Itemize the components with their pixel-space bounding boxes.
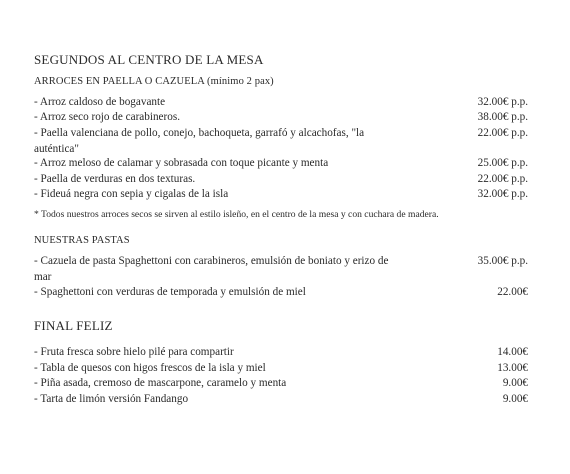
item-price: 22.00€ p.p. (477, 127, 528, 139)
section-subtitle-arroces: ARROCES EN PAELLA O CAZUELA (mínimo 2 pax) (34, 76, 274, 87)
item-name: - Spaghettoni con verduras de temporada y emulsión de miel (34, 286, 306, 298)
section-title-final: FINAL FELIZ (34, 318, 113, 333)
item-name: - Arroz caldoso de bogavante (34, 96, 166, 108)
item-name: - Fideuá negra con sepia y cigalas de la isla (34, 188, 229, 200)
item-price: 35.00€ p.p. (477, 255, 528, 267)
section-title-pastas: NUESTRAS PASTAS (34, 235, 130, 246)
item-name: - Fruta fresca sobre hielo pilé para compartir (34, 346, 234, 358)
item-name: - Piña asada, cremoso de mascarpone, caramelo y menta (34, 377, 287, 389)
item-price: 9.00€ (502, 377, 528, 389)
item-name: - Tarta de limón versión Fandango (34, 393, 189, 405)
item-name: - Paella valenciana de pollo, conejo, bachoqueta, garrafó y alcachofas, "la auténtica" (34, 127, 365, 155)
item-price: 25.00€ p.p. (477, 157, 528, 169)
item-price: 13.00€ (497, 362, 528, 374)
item-price: 22.00€ (497, 286, 528, 298)
item-name: - Cazuela de pasta Spaghettoni con carabineros, emulsión de boniato y erizo de mar (34, 255, 389, 283)
item-name: - Tabla de quesos con higos frescos de la isla y miel (34, 362, 266, 374)
item-price: 38.00€ p.p. (477, 111, 528, 123)
item-price: 32.00€ p.p. (477, 96, 528, 108)
item-name: - Arroz meloso de calamar y sobrasada con toque picante y menta (34, 157, 329, 169)
section-title-segundos: SEGUNDOS AL CENTRO DE LA MESA (34, 52, 264, 67)
footnote: * Todos nuestros arroces secos se sirven al estilo isleño, en el centro de la mesa y con cuchara de madera. (34, 209, 439, 220)
item-price: 9.00€ (502, 393, 528, 405)
item-name: - Paella de verduras en dos texturas. (34, 173, 196, 185)
item-price: 32.00€ p.p. (477, 188, 528, 200)
item-price: 22.00€ p.p. (477, 173, 528, 185)
item-price: 14.00€ (497, 346, 528, 358)
item-name: - Arroz seco rojo de carabineros. (34, 111, 180, 123)
